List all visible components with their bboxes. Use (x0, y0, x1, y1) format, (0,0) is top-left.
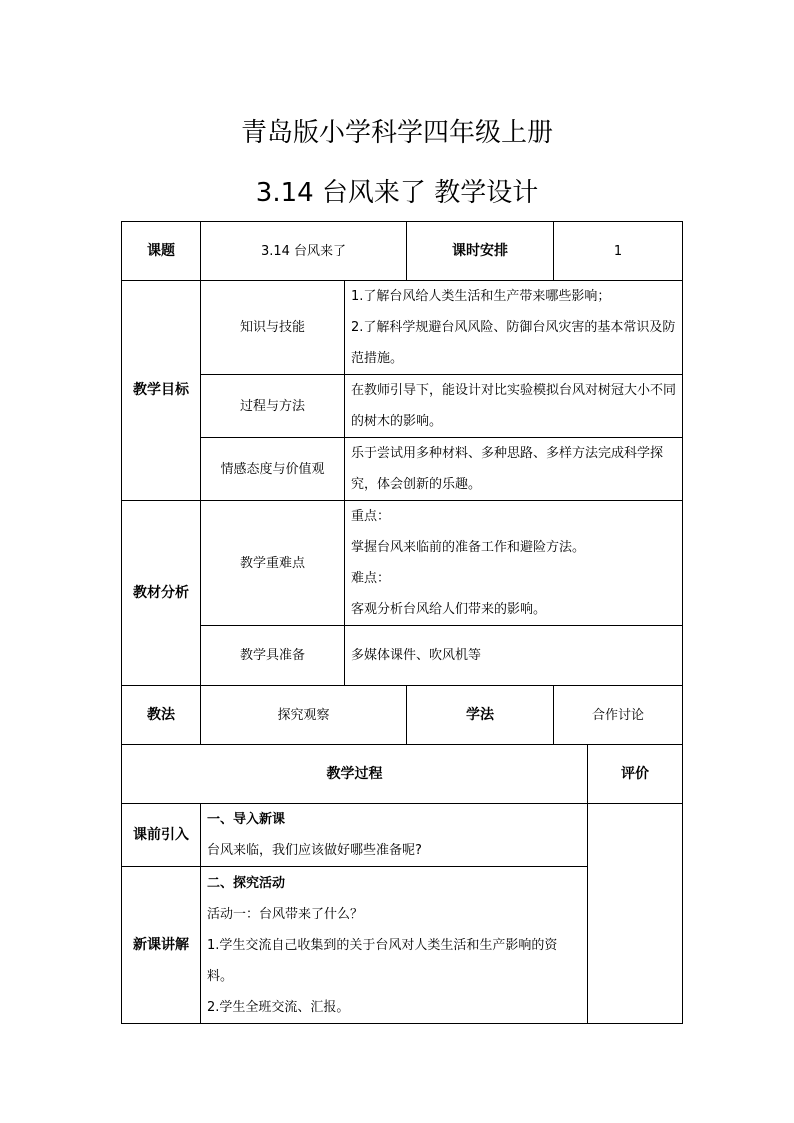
teach-method-label: 教法 (122, 686, 201, 745)
evaluation-cell (588, 804, 683, 1024)
emotion-content: 乐于尝试用多种材料、多种思路、多样方法完成科学探究，体会创新的乐趣。 (345, 438, 683, 501)
teach-method-value: 探究观察 (201, 686, 407, 745)
new-lesson-title: 二、探究活动 (207, 875, 286, 891)
hours-value: 1 (554, 222, 683, 281)
topic-value: 3.14 台风来了 (201, 222, 407, 281)
tools-content: 多媒体课件、吹风机等 (345, 626, 683, 686)
process-label: 过程与方法 (201, 375, 345, 438)
key-text: 掌握台风来临前的准备工作和避险方法。 (351, 540, 586, 555)
new-lesson-item-1: 1.学生交流自己收集到的关于台风对人类生活和生产影响的资料。 (207, 937, 558, 984)
difficult-text: 客观分析台风给人们带来的影响。 (351, 602, 547, 617)
key-title: 重点： (351, 509, 391, 524)
intro-label: 课前引入 (122, 804, 201, 867)
analysis-label: 教材分析 (122, 501, 201, 686)
hours-label: 课时安排 (407, 222, 554, 281)
emotion-label: 情感态度与价值观 (201, 438, 345, 501)
new-lesson-label: 新课讲解 (122, 867, 201, 1024)
process-content: 在教师引导下，能设计对比实验模拟台风对树冠大小不同的树木的影响。 (345, 375, 683, 438)
knowledge-line-1: 1.了解台风给人类生活和生产带来哪些影响； (351, 289, 611, 304)
keypoints-label: 教学重难点 (201, 501, 345, 626)
new-lesson-item-2: 2.学生全班交流、汇报。 (207, 999, 350, 1015)
intro-text: 台风来临，我们应该做好哪些准备呢? (207, 843, 422, 858)
tools-label: 教学具准备 (201, 626, 345, 686)
intro-content (201, 804, 588, 867)
document-title: 青岛版小学科学四年级上册 (240, 118, 553, 148)
difficult-title: 难点： (351, 571, 391, 586)
teaching-process-header: 教学过程 (122, 745, 588, 804)
new-lesson-activity: 活动一：台风带来了什么？ (207, 906, 364, 922)
learn-method-value: 合作讨论 (554, 686, 683, 745)
learn-method-label: 学法 (407, 686, 554, 745)
new-lesson-content (201, 867, 588, 1024)
topic-label: 课题 (122, 222, 201, 281)
lesson-plan-table (121, 221, 683, 1024)
keypoints-content (345, 501, 683, 626)
document-subtitle: 3.14 台风来了 教学设计 (255, 178, 539, 208)
intro-title: 一、导入新课 (207, 812, 286, 827)
evaluation-header: 评价 (588, 745, 683, 804)
goals-label: 教学目标 (122, 281, 201, 501)
knowledge-label: 知识与技能 (201, 281, 345, 375)
knowledge-line-2: 2.了解科学规避台风风险、防御台风灾害的基本常识及防范措施。 (351, 320, 676, 366)
knowledge-content (345, 281, 683, 375)
